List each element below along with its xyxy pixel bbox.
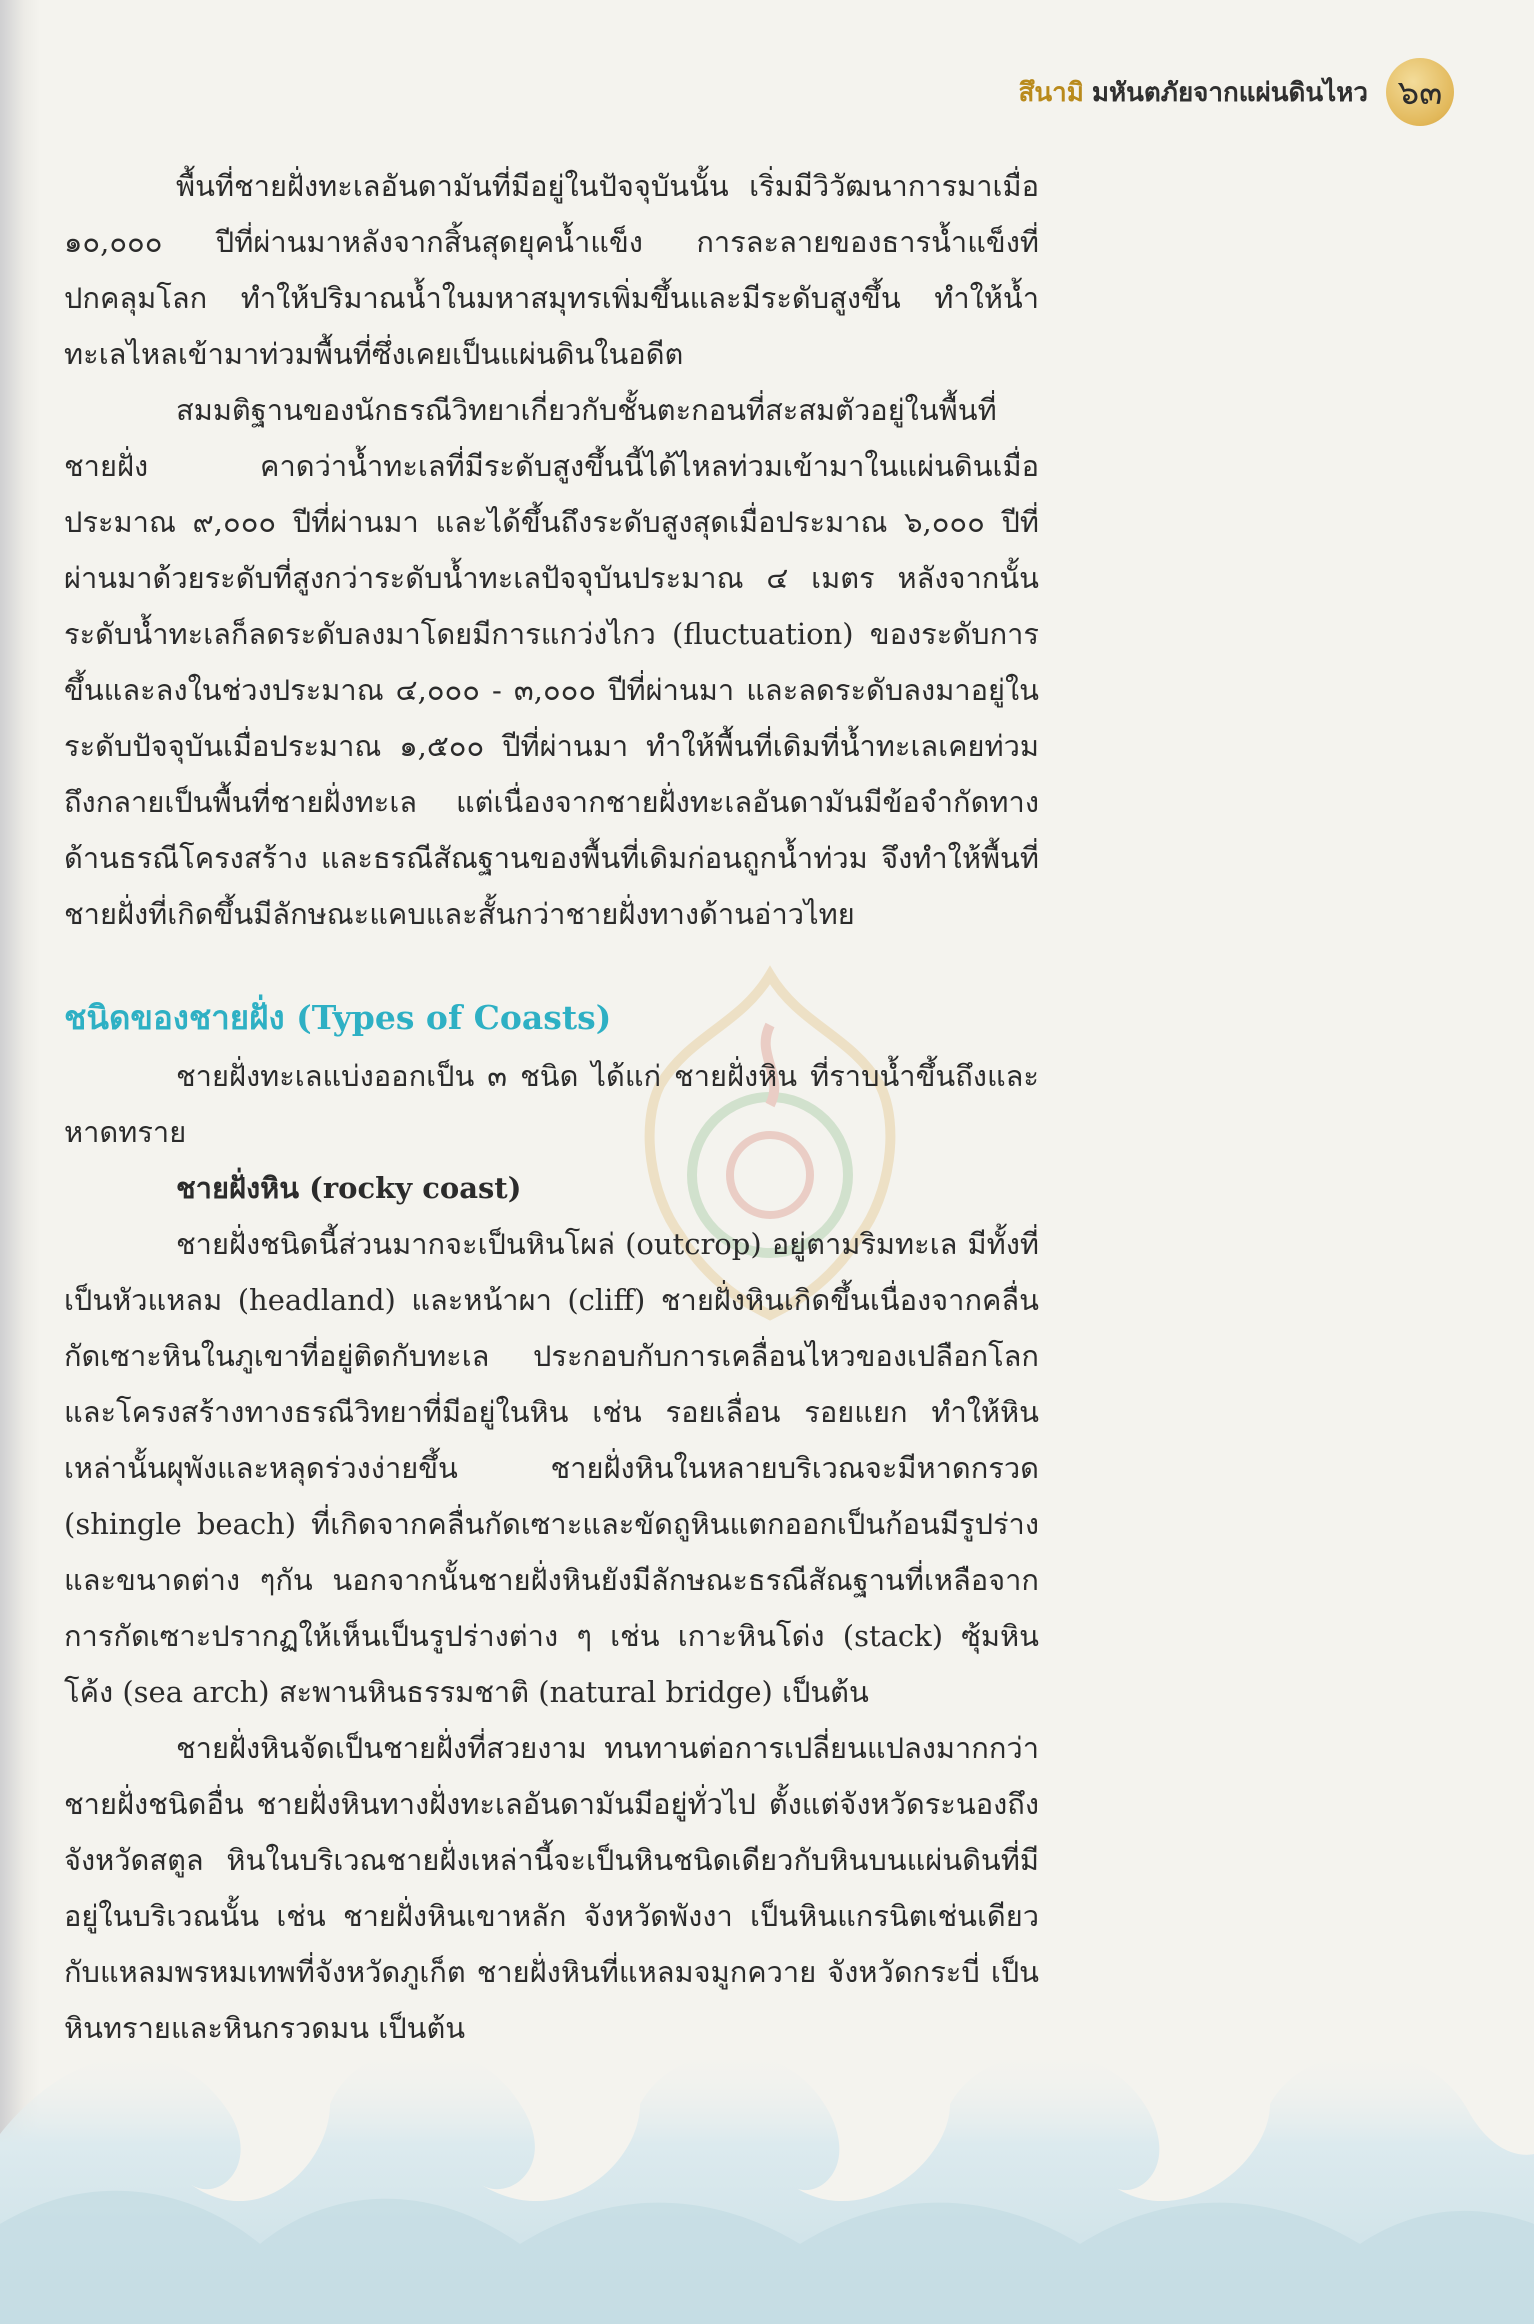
body-paragraph: ชายฝั่งชนิดนี้ส่วนมากจะเป็นหินโผล่ (outcrop) อยู่ตามริมทะเล มีทั้งที่เป็นหัวแหลม (headland) และหน้าผา (cliff) ชายฝั่งหินเกิดขึ้นเนื่องจากคลื่นกัดเซาะหินในภูเขาที่อยู่ติดกับทะเล ประกอบกับการเคลื่อนไหวของเปลือกโลกและโครงสร้างทางธรณีวิทยาที่มีอยู่ในหิน เช่น รอยเลื่อน รอยแยก ทำให้หินเหล่านั้นผุพังและหลุดร่วงง่ายขึ้น ชายฝั่งหินในหลายบริเวณจะมีหาดกรวด (shingle beach) ที่เกิดจากคลื่นกัดเซาะและขัดถูหินแตกออกเป็นก้อนมีรูปร่างและขนาดต่าง ๆกัน นอกจากนั้นชายฝั่งหินยังมีลักษณะธรณีสัณฐานที่เหลือจากการกัดเซาะปรากฏให้เห็นเป็นรูปร่างต่าง ๆ เช่น เกาะหินโด่ง (stack) ซุ้มหินโค้ง (sea arch) สะพานหินธรรมชาติ (natural bridge) เป็นต้น bbox=[64, 1227, 1039, 1709]
body-paragraph: ชายฝั่งหินจัดเป็นชายฝั่งที่สวยงาม ทนทานต่อการเปลี่ยนแปลงมากกว่าชายฝั่งชนิดอื่น ชายฝั่งหินทางฝั่งทะเลอันดามันมีอยู่ทั่วไป ตั้งแต่จังหวัดระนองถึงจังหวัดสตูล หินในบริเวณชายฝั่งเหล่านี้จะเป็นหินชนิดเดียวกับหินบนแผ่นดินที่มีอยู่ในบริเวณนั้น เช่น ชายฝั่งหินเขาหลัก จังหวัดพังงา เป็นหินแกรนิตเช่นเดียวกับแหลมพรหมเทพที่จังหวัดภูเก็ต ชายฝั่งหินที่แหลมจมูกควาย จังหวัดกระบี่ เป็นหินทรายและหินกรวดมน เป็นต้น bbox=[64, 1731, 1039, 2045]
book-title bbox=[1018, 72, 1368, 113]
section-heading: ชนิดของชายฝั่ง (Types of Coasts) bbox=[64, 998, 612, 1037]
page-gutter-shadow bbox=[0, 0, 40, 2324]
body-paragraph: สมมติฐานของนักธรณีวิทยาเกี่ยวกับชั้นตะกอนที่สะสมตัวอยู่ในพื้นที่ชายฝั่ง คาดว่าน้ำทะเลที่มีระดับสูงขึ้นนี้ได้ไหลท่วมเข้ามาในแผ่นดินเมื่อประมาณ ๙,๐๐๐ ปีที่ผ่านมา และได้ขึ้นถึงระดับสูงสุดเมื่อประมาณ ๖,๐๐๐ ปีที่ผ่านมาด้วยระดับที่สูงกว่าระดับน้ำทะเลปัจจุบันประมาณ ๔ เมตร หลังจากนั้นระดับน้ำทะเลก็ลดระดับลงมาโดยมีการแกว่งไกว (fluctuation) ของระดับการขึ้นและลงในช่วงประมาณ ๔,๐๐๐ - ๓,๐๐๐ ปีที่ผ่านมา และลดระดับลงมาอยู่ในระดับปัจจุบันเมื่อประมาณ ๑,๕๐๐ ปีที่ผ่านมา ทำให้พื้นที่เดิมที่น้ำทะเลเคยท่วมถึงกลายเป็นพื้นที่ชายฝั่งทะเล แต่เนื่องจากชายฝั่งทะเลอันดามันมีข้อจำกัดทางด้านธรณีโครงสร้าง และธรณีสัณฐานของพื้นที่เดิมก่อนถูกน้ำท่วม จึงทำให้พื้นที่ชายฝั่งที่เกิดขึ้นมีลักษณะแคบและสั้นกว่าชายฝั่งทางด้านอ่าวไทย bbox=[64, 393, 1039, 931]
page-body bbox=[64, 158, 1039, 2056]
subsection-heading: ชายฝั่งหิน (rocky coast) bbox=[176, 1171, 522, 1205]
page-number-badge: ๖๓ bbox=[1386, 58, 1454, 126]
wave-decoration bbox=[0, 1994, 1534, 2324]
book-title-rest: มหันตภัยจากแผ่นดินไหว bbox=[1091, 77, 1368, 108]
running-header bbox=[1018, 52, 1454, 132]
section-intro: ชายฝั่งทะเลแบ่งออกเป็น ๓ ชนิด ได้แก่ ชายฝั่งหิน ที่ราบน้ำขึ้นถึงและหาดทราย bbox=[64, 1059, 1039, 1149]
book-title-highlight: สึนามิ bbox=[1018, 77, 1084, 108]
body-paragraph: พื้นที่ชายฝั่งทะเลอันดามันที่มีอยู่ในปัจจุบันนั้น เริ่มมีวิวัฒนาการมาเมื่อ ๑๐,๐๐๐ ปีที่ผ่านมาหลังจากสิ้นสุดยุคน้ำแข็ง การละลายของธารน้ำแข็งที่ปกคลุมโลก ทำให้ปริมาณน้ำในมหาสมุทรเพิ่มขึ้นและมีระดับสูงขึ้น ทำให้น้ำทะเลไหลเข้ามาท่วมพื้นที่ซึ่งเคยเป็นแผ่นดินในอดีต bbox=[64, 169, 1039, 371]
